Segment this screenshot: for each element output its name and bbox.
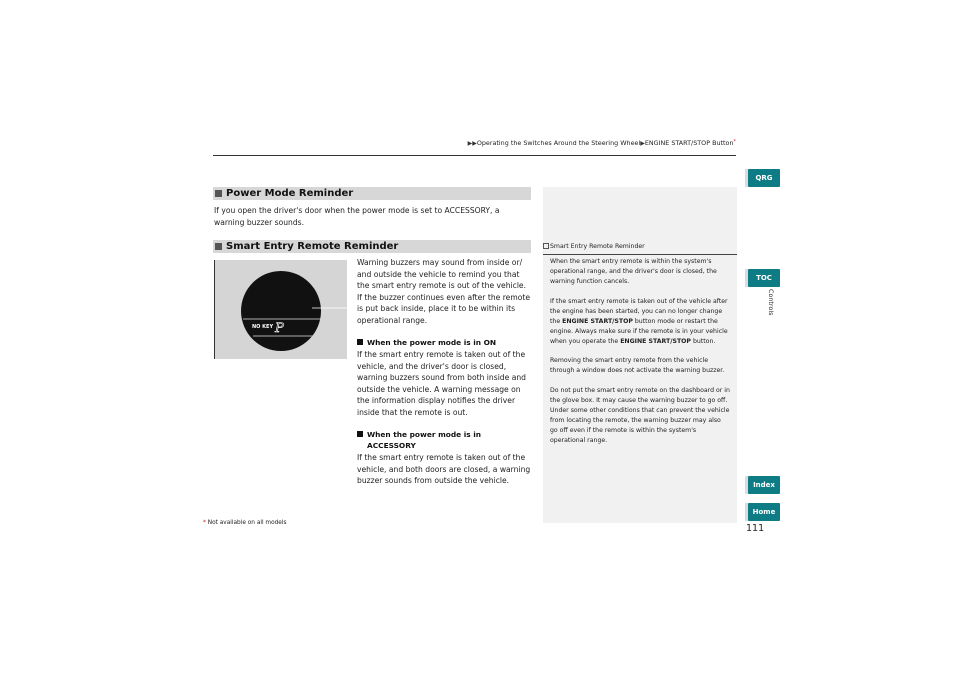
breadcrumb-current: ENGINE START/STOP Button — [644, 139, 734, 147]
page-number: 111 — [746, 523, 765, 534]
square-bullet-icon — [357, 431, 363, 437]
arrow-icon: ▶ — [640, 140, 645, 147]
square-bullet-icon — [357, 339, 363, 345]
home-button[interactable]: Home — [748, 503, 780, 521]
footnote-marker: * — [203, 520, 206, 526]
note-heading — [543, 243, 737, 250]
footnote — [203, 520, 287, 526]
note-text: button mode or restart the engine. Always make sure if the remote is in your vehicle when you operate the — [550, 317, 728, 345]
subheading-text-wrap — [367, 429, 481, 451]
no-key-text: NO KEY — [252, 324, 274, 330]
section-header-power-mode — [213, 187, 531, 200]
breadcrumb — [380, 139, 736, 147]
double-arrow-icon: ▶▶ — [467, 140, 477, 147]
square-bullet-icon — [215, 243, 222, 250]
note-text: button. — [690, 337, 716, 345]
breadcrumb-link-switches[interactable]: Operating the Switches Around the Steering Wheel — [476, 139, 641, 147]
note-text: If the smart entry remote is taken out of the vehicle after the engine has been started, you can no longer change the — [550, 297, 728, 325]
subheading-accessory-text: If the smart entry remote is taken out of the vehicle, and both doors are closed, a warning buzzer sounds from outside the vehicle. — [357, 453, 531, 485]
smart-entry-intro: Warning buzzers may sound from inside or/ and outside the vehicle to remind you that the smart entry remote is out of the vehicle. If the buzzer continues even after the remote is put back inside, place it to be within its operational range. — [357, 258, 531, 325]
note-paragraph: When the smart entry remote is within the system's operational range, and the driver's door is closed, the warning function cancels. — [550, 258, 717, 285]
power-p-icon: P — [275, 321, 284, 336]
footnote-text: Not available on all models — [207, 520, 287, 526]
note-paragraph: Do not put the smart entry remote on the dashboard or in the glove box. It may cause the warning buzzer to go off. Under some other conditions that can prevent the vehicle from locating the remote, the warning buzzer may also go off even if the remote is within the system's operational range. — [550, 386, 730, 444]
gauge-illustration — [215, 260, 347, 359]
section-header-smart-entry — [213, 240, 531, 253]
note-body — [550, 257, 730, 455]
chapter-label: Controls — [767, 289, 775, 316]
subheading-on — [357, 337, 533, 348]
note-paragraph — [550, 297, 730, 347]
power-mode-text: If you open the driver's door when the power mode is set to ACCESSORY, a warning buzzer sounds. — [214, 206, 500, 227]
section-title: Smart Entry Remote Reminder — [226, 241, 399, 252]
qrg-button[interactable]: QRG — [748, 169, 780, 187]
note-rule — [543, 254, 737, 255]
gauge-dial — [241, 271, 321, 351]
index-button[interactable]: Index — [748, 476, 780, 494]
note-icon — [543, 243, 549, 249]
header-rule — [213, 155, 736, 156]
info-display-figure — [214, 260, 347, 359]
subheading-on-text: If the smart entry remote is taken out of the vehicle, and the driver's door is closed, warning buzzers sound from both inside and outside the vehicle. A warning message on the information display notifies the driver inside that the remote is out. — [357, 350, 526, 417]
toc-button[interactable]: TOC — [748, 269, 780, 287]
subheading-text-line1: When the power mode is in — [367, 430, 482, 439]
note-bold: ENGINE START/STOP — [620, 337, 691, 345]
section-title: Power Mode Reminder — [226, 188, 354, 199]
note-paragraph: Removing the smart entry remote from the vehicle through a window does not activate the warning buzzer. — [550, 357, 725, 374]
subheading-accessory — [357, 429, 533, 451]
subheading-text: When the power mode is in ON — [367, 338, 497, 347]
footnote-marker: * — [733, 139, 736, 145]
note-heading-text: Smart Entry Remote Reminder — [550, 243, 645, 250]
subheading-text-line2: ACCESSORY — [367, 441, 416, 450]
square-bullet-icon — [215, 190, 222, 197]
note-bold: ENGINE START/STOP — [562, 317, 633, 325]
